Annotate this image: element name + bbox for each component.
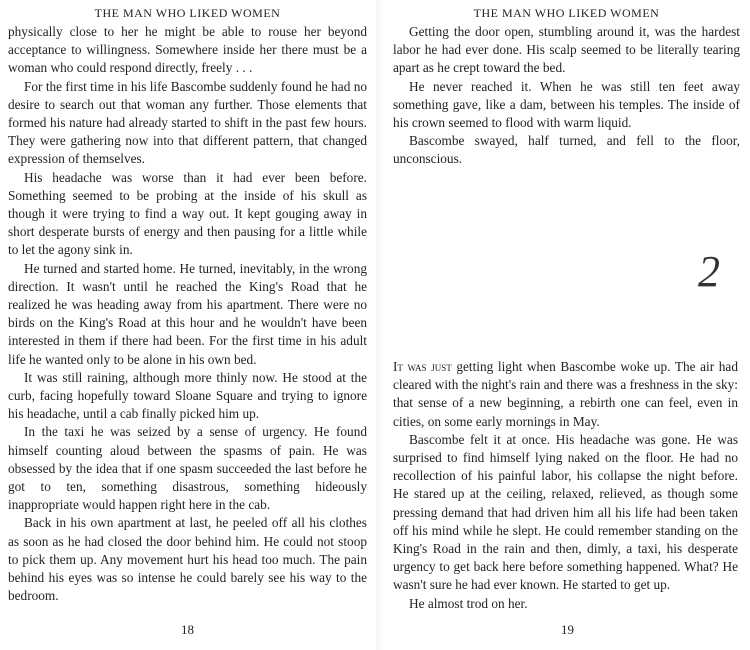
paragraph: He almost trod on her. [409,595,528,611]
paragraph: Getting the door open, stumbling around it, was the hardest labor he had ever done. His scalp seemed to be literally tearing apart as he crept toward the bed. [393,24,740,76]
running-header: THE MAN WHO LIKED WOMEN [473,6,660,20]
paragraph: He never reached it. When he was still ten feet away something gave, like a dam, between his temples. The inside of his crown seemed to flood with warm liquid. [393,78,740,131]
paragraph: He turned and started home. He turned, inevitably, in the wrong direction. It wasn't until he reached the King's Road that he realized he was heading away from his apartment. There were no birds on the King's Road at this hour and he wouldn't have been interested in them if there had been. For the first time in his adult life he wanted only to be alone in his own bed. [8,260,367,367]
book-gutter [376,0,384,650]
paragraph: For the first time in his life Bascombe suddenly found he had no desire to search out that woman any further. Those elements that formed his nature had already started to shift in the past few hours. They were gathering now into that different pattern, that changed expression of themselves. [8,78,367,167]
chapter-opening-words: It was just [393,359,452,374]
paragraph: Bascombe felt it at once. His headache was gone. He was surprised to find himself lying naked on the floor. He had no recollection of his painful labor, his collapse the night before. He stared up at the ceiling, relaxed, relieved, as though some pressing demand that had driven him all his life had been taken off his mind while he slept. He could remember standing on the King's Road in the rain and then, dimly, a taxi, his desperate urgency to get back here before something happened. What? He wasn't sure he had ever known. He started to get up. [393,431,738,593]
left-page-text [8,23,367,606]
chapter-first-paragraph [393,358,738,431]
page-number: 18 [181,622,194,637]
paragraph: Bascombe swayed, half turned, and fell to the floor, unconscious. [393,133,740,167]
page-number: 19 [561,622,574,637]
chapter-opening-text [393,358,738,613]
paragraph: Back in his own apartment at last, he peeled off all his clothes as soon as he had closed the door behind him. He could not stoop to pick them up. Any movement hurt his head too much. The pain behind his eyes was so intense he could barely see his way to the bedroom. [8,515,367,604]
paragraph: In the taxi he was seized by a sense of urgency. He found himself counting aloud between the spasms of pain. He was obsessed by the idea that if one spasm succeeded the last before he got to ten, something disastrous, something hideously inappropriate would happen right here in the cab. [8,424,367,513]
running-header: THE MAN WHO LIKED WOMEN [94,6,281,20]
paragraph: It was still raining, although more thinly now. He stood at the curb, facing hopefully toward Sloane Square and trying to ignore his headache, until a cab finally picked him up. [8,369,367,422]
chapter-first-paragraph-rest: getting light when Bascombe woke up. The air had cleared with the night's rain and there was a freshness in the sky: that sense of a new beginning, a rebirth one can feel, even in cities, on some early mornings in May. [393,359,738,429]
right-page-text [393,23,740,169]
chapter-number: 2 [698,247,720,296]
paragraph: physically close to her he might be able to rouse her beyond acceptance to willingness. Somewhere inside her there must be a woman who could respond directly, freely . . . [8,24,367,76]
right-page [385,0,750,650]
paragraph: His headache was worse than it had ever been before. Something seemed to be probing at the inside of his skull as though it were trying to find a way out. It kept gouging away in short desperate bursts of energy and then pausing for a little while to let the agony sink in. [8,169,367,258]
